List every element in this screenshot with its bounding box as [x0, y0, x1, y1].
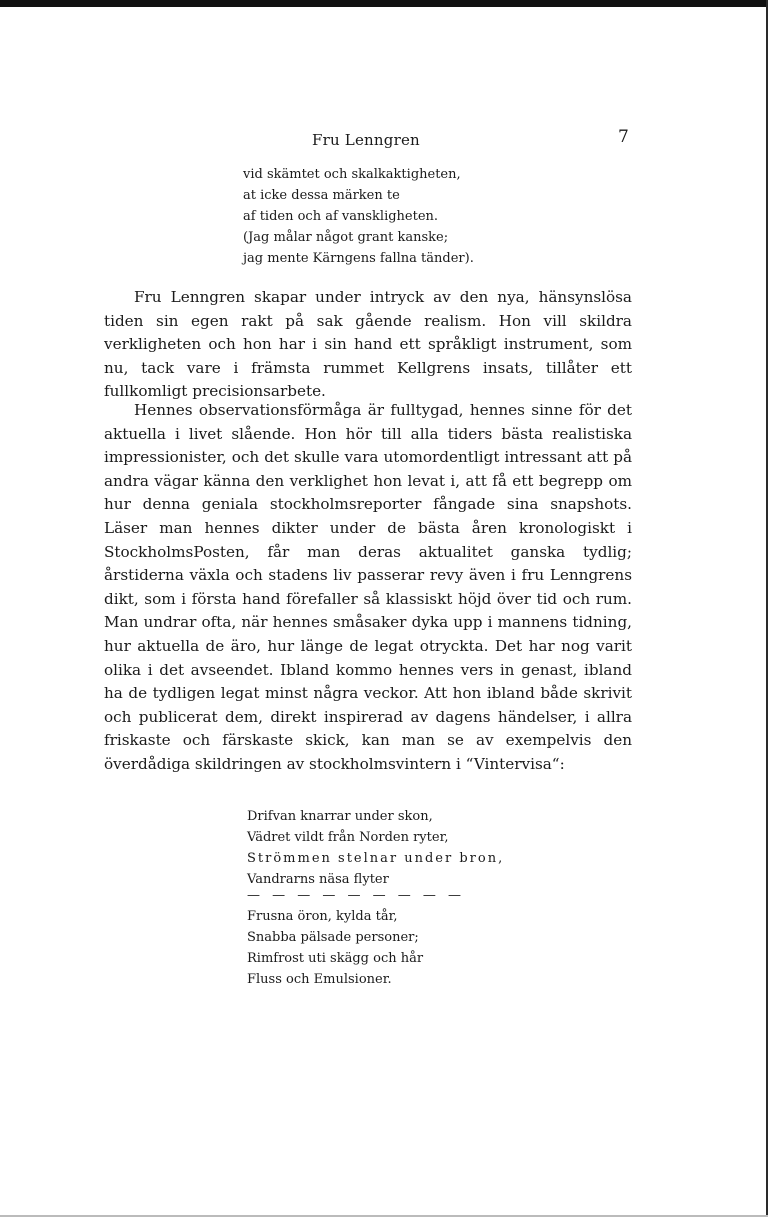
verse-line: Vandrarns näsa flyter	[247, 872, 389, 887]
verse-line: jag mente Kärngens fallna tänder).	[243, 251, 474, 266]
verse-line: Fluss och Emulsioner.	[247, 972, 392, 987]
running-head: Fru Lenngren	[312, 131, 420, 149]
verse-line: Strömmen stelnar under bron,	[247, 851, 505, 866]
scan-top-border	[0, 0, 768, 7]
page-number: 7	[618, 127, 629, 147]
body-paragraph-2: Hennes observationsförmåga är fulltygad, hennes sinne för det aktuella i livet slående. Hon hör till alla tiders bästa realistiska impressionister, och det skulle vara utomordentligt intressant att på andra vägar känna den verklighet hon levat i, att få ett begrepp om hur denna geniala stockholmsreporter fångade sina snapshots. Läser man hennes dikter under de bästa åren kronologiskt i StockholmsPosten, får man deras aktualitet ganska tydlig; årstiderna växla och stadens liv passerar revy även i fru Lenngrens dikt, som i första hand förefaller så klassiskt höjd över tid och rum. Man undrar ofta, när hennes småsaker dyka upp i mannens tidning, hur aktuella de äro, hur länge de legat otryckta. Det har nog varit olika i det avseendet. Ibland kommo hennes vers in genast, ibland ha de tydligen legat minst några veckor. Att hon ibland både skrivit och publicerat dem, direkt inspirerad av dagens händelser, i allra friskaste och färskaste skick, kan man se av exempelvis den överdådiga skildringen av stockholmsvintern i “Vintervisa“:	[104, 401, 632, 773]
verse-line: Rimfrost uti skägg och hår	[247, 951, 424, 966]
verse-line: Snabba pälsade personer;	[247, 930, 419, 945]
body-paragraph-1: Fru Lenngren skapar under intryck av den nya, hänsynslösa tiden sin egen rakt på sak gående realism. Hon vill skildra verkligheten och hon har i sin hand ett språkligt instrument, som nu, tack vare i främsta rummet Kellgrens insats, tillåter ett fullkomligt precisionsarbete.	[104, 288, 632, 401]
verse-line: Vädret vildt från Norden ryter,	[247, 830, 449, 845]
verse-quote-top	[243, 164, 474, 269]
verse-line: at icke dessa märken te	[243, 188, 400, 203]
verse-line: vid skämtet och skalkaktigheten,	[243, 167, 461, 182]
verse-omission-dashes: — — — — — — — — —	[247, 888, 466, 903]
verse-line: Drifvan knarrar under skon,	[247, 809, 433, 824]
verse-quote-vintervisa-stanza-1	[247, 806, 504, 890]
verse-quote-vintervisa-stanza-2	[247, 906, 423, 990]
verse-line: (Jag målar något grant kanske;	[243, 230, 449, 245]
verse-line: Frusna öron, kylda tår,	[247, 909, 398, 924]
verse-line: af tiden och af vanskligheten.	[243, 209, 439, 224]
